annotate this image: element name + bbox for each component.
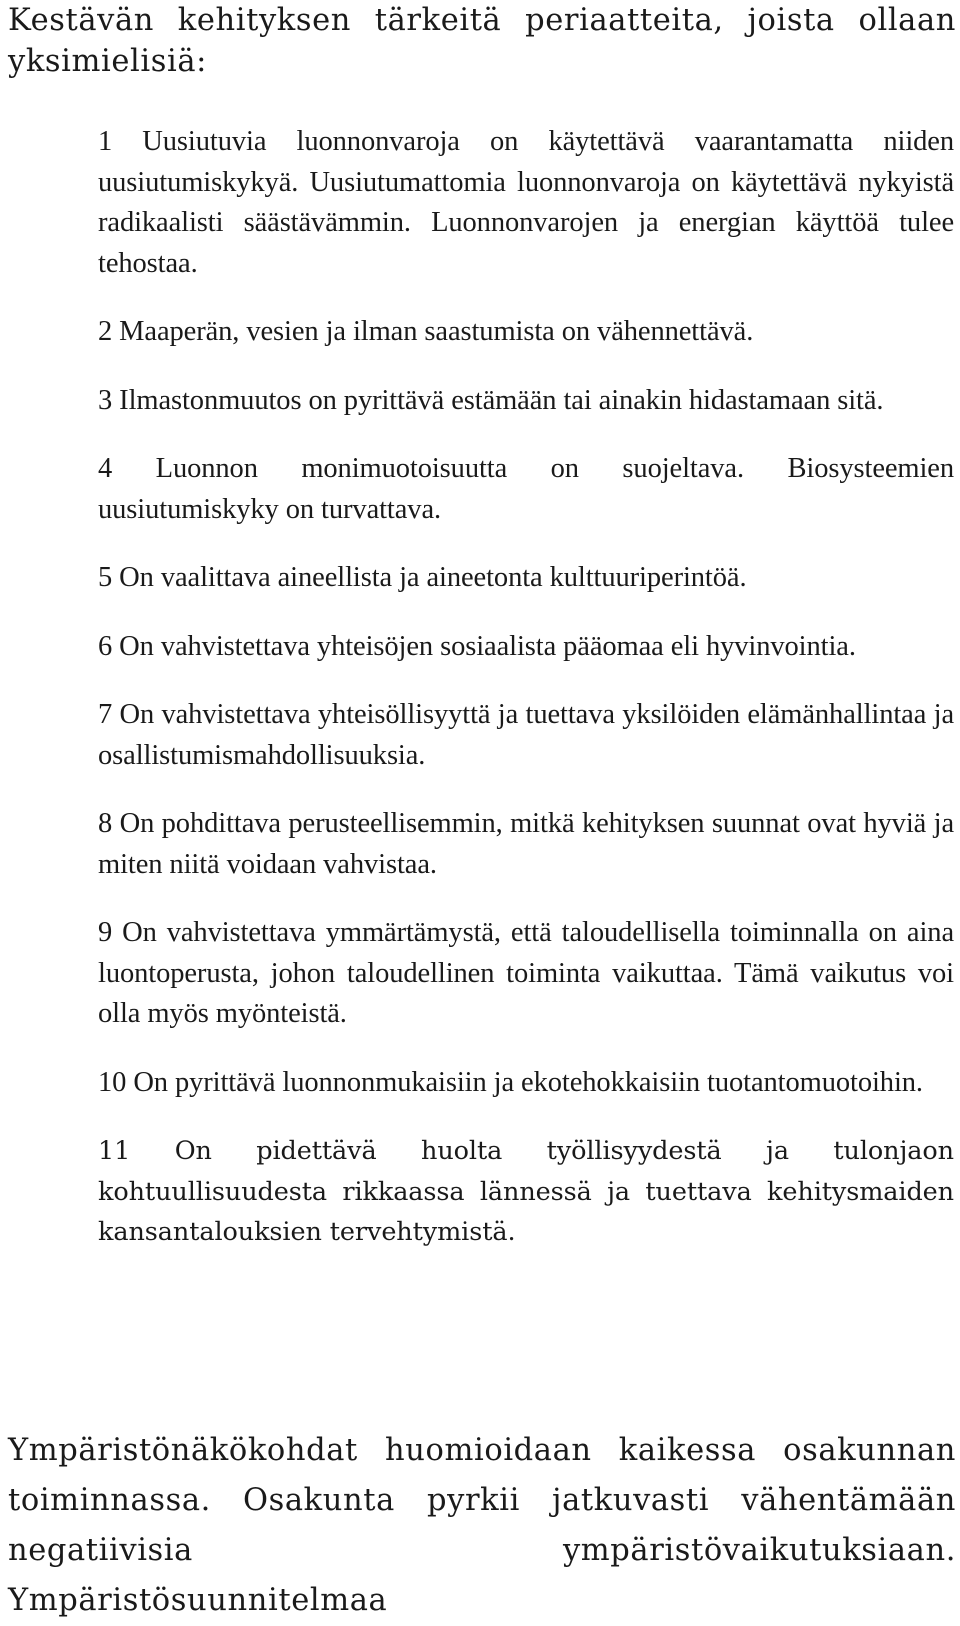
principle-item-4: 4 Luonnon monimuotoisuutta on suojeltava. Biosysteemien uusiutumiskyky on turvattava. — [98, 453, 954, 525]
principle-item-8: 8 On pohdittava perusteellisemmin, mitkä kehityksen suunnat ovat hyviä ja miten niitä voidaan vahvistaa. — [98, 808, 954, 880]
principle-item-2: 2 Maaperän, vesien ja ilman saastumista on vähennettävä. — [98, 316, 754, 347]
intro-paragraph: Kestävän kehityksen tärkeitä periaatteita, joista ollaan yksimielisiä: — [8, 3, 956, 79]
principle-item-5: 5 On vaalittava aineellista ja aineetonta kulttuuriperintöä. — [98, 562, 747, 593]
principle-item-6: 6 On vahvistettava yhteisöjen sosiaalista pääomaa eli hyvinvointia. — [98, 630, 856, 662]
outro-paragraph: Ympäristönäkökohdat huomioidaan kaikessa osakunnan toiminnassa. Osakunta pyrkii jatkuvasti vähentämään negatiivisia ympäristövaikutuksiaan. Ympäristösuunnitelmaa — [8, 1433, 956, 1618]
principles-list — [98, 122, 954, 1281]
principle-item-3: 3 Ilmastonmuutos on pyrittävä estämään tai ainakin hidastamaan sitä. — [98, 384, 884, 416]
principle-item-7: 7 On vahvistettava yhteisöllisyyttä ja tuettava yksilöiden elämänhallintaa ja osallistumismahdollisuuksia. — [98, 699, 954, 771]
principle-item-10: 10 On pyrittävä luonnonmukaisiin ja ekotehokkaisiin tuotantomuotoihin. — [98, 1066, 923, 1098]
principle-item-1: 1 Uusiutuvia luonnonvaroja on käytettävä vaarantamatta niiden uusiutumiskykyä. Uusiutumattomia luonnonvaroja on käytettävä nykyistä radikaalisti säästävämmin. Luonnonvarojen ja energian käyttöä tulee tehostaa. — [98, 126, 954, 279]
principle-item-11: 11 On pidettävä huolta työllisyydestä ja tulonjaon kohtuullisuudesta rikkaassa lännessä ja tuettava kehitysmaiden kansantalouksien tervehtymistä. — [98, 1136, 954, 1247]
principle-item-9: 9 On vahvistettava ymmärtämystä, että taloudellisella toiminnalla on aina luontoperusta, johon taloudellinen toiminta vaikuttaa. Tämä vaikutus voi olla myös myönteistä. — [98, 917, 954, 1029]
